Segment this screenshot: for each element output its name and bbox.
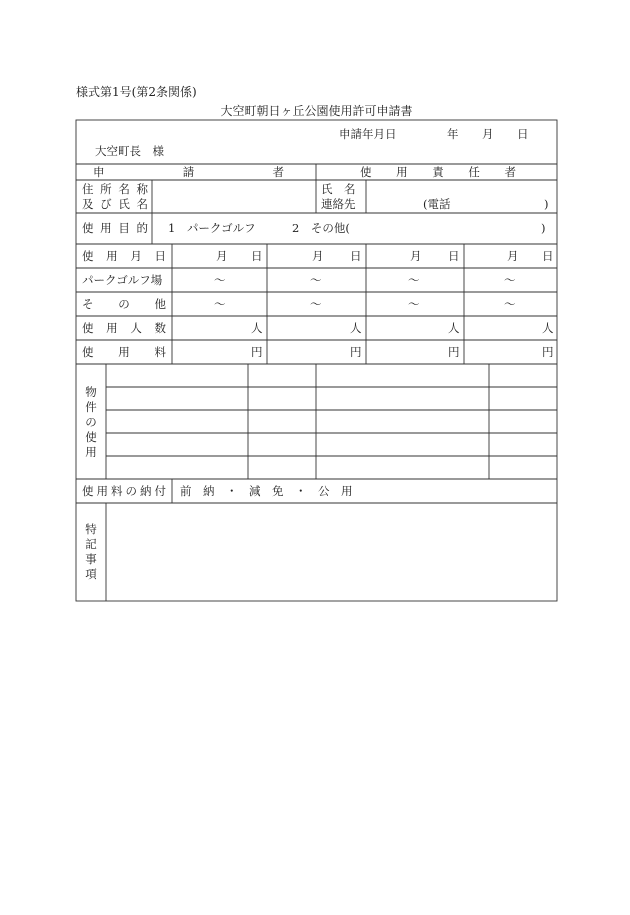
application-date-year: 年 (447, 127, 459, 141)
address-name-label-line2: 及び氏名 (82, 197, 148, 211)
other-tilde-1: ～ (214, 297, 226, 311)
park-golf-tilde-1: ～ (214, 273, 226, 287)
payment-label: 使用料の納付 (82, 484, 166, 498)
use-date-month-1: 月 (216, 249, 228, 263)
applicant-header: 申請者 (93, 165, 284, 179)
use-date-day-4: 日 (542, 249, 554, 263)
fee-unit-3: 円 (448, 345, 460, 359)
park-golf-tilde-4: ～ (504, 273, 516, 287)
people-unit-1: 人 (251, 321, 263, 335)
use-date-label: 使用月日 (82, 249, 166, 263)
people-label: 使用人数 (82, 321, 166, 335)
use-date-day-2: 日 (350, 249, 362, 263)
use-date-month-4: 月 (507, 249, 519, 263)
use-date-day-1: 日 (251, 249, 263, 263)
people-unit-4: 人 (542, 321, 554, 335)
tel-close: ) (544, 197, 549, 211)
other-label: その他 (82, 297, 166, 311)
property-use-label: 物件の使用 (85, 385, 97, 459)
tel-label: (電話 (423, 197, 451, 211)
use-date-month-3: 月 (410, 249, 422, 263)
purpose-option-park-golf: 1 パークゴルフ (168, 221, 256, 235)
addressee: 大空町長 様 (95, 144, 164, 158)
use-date-day-3: 日 (448, 249, 460, 263)
other-tilde-3: ～ (408, 297, 420, 311)
responsible-name-label: 氏 名 (321, 182, 356, 196)
responsible-header: 使用責任者 (360, 165, 516, 179)
notes-label: 特記事項 (85, 522, 97, 581)
application-date-month: 月 (482, 127, 494, 141)
purpose-option-other: 2 その他( (292, 221, 350, 235)
fee-unit-2: 円 (350, 345, 362, 359)
responsible-contact-label: 連絡先 (321, 197, 356, 211)
people-unit-3: 人 (448, 321, 460, 335)
purpose-label: 使用目的 (82, 221, 148, 235)
application-date-day: 日 (517, 127, 529, 141)
people-unit-2: 人 (350, 321, 362, 335)
park-golf-label: パークゴルフ場 (82, 273, 163, 287)
payment-options: 前 納 ・ 減 免 ・ 公 用 (180, 484, 353, 498)
address-name-label-line1: 住所名称 (82, 182, 148, 196)
fee-unit-1: 円 (251, 345, 263, 359)
other-tilde-4: ～ (504, 297, 516, 311)
form-title: 大空町朝日ヶ丘公園使用許可申請書 (220, 104, 413, 118)
fee-unit-4: 円 (542, 345, 554, 359)
form-number: 様式第1号(第2条関係) (76, 85, 197, 99)
park-golf-tilde-2: ～ (310, 273, 322, 287)
other-tilde-2: ～ (310, 297, 322, 311)
application-date-label: 申請年月日 (339, 127, 397, 141)
use-date-month-2: 月 (312, 249, 324, 263)
park-golf-tilde-3: ～ (408, 273, 420, 287)
purpose-close: ) (541, 221, 546, 235)
fee-label: 使用料 (82, 345, 166, 359)
